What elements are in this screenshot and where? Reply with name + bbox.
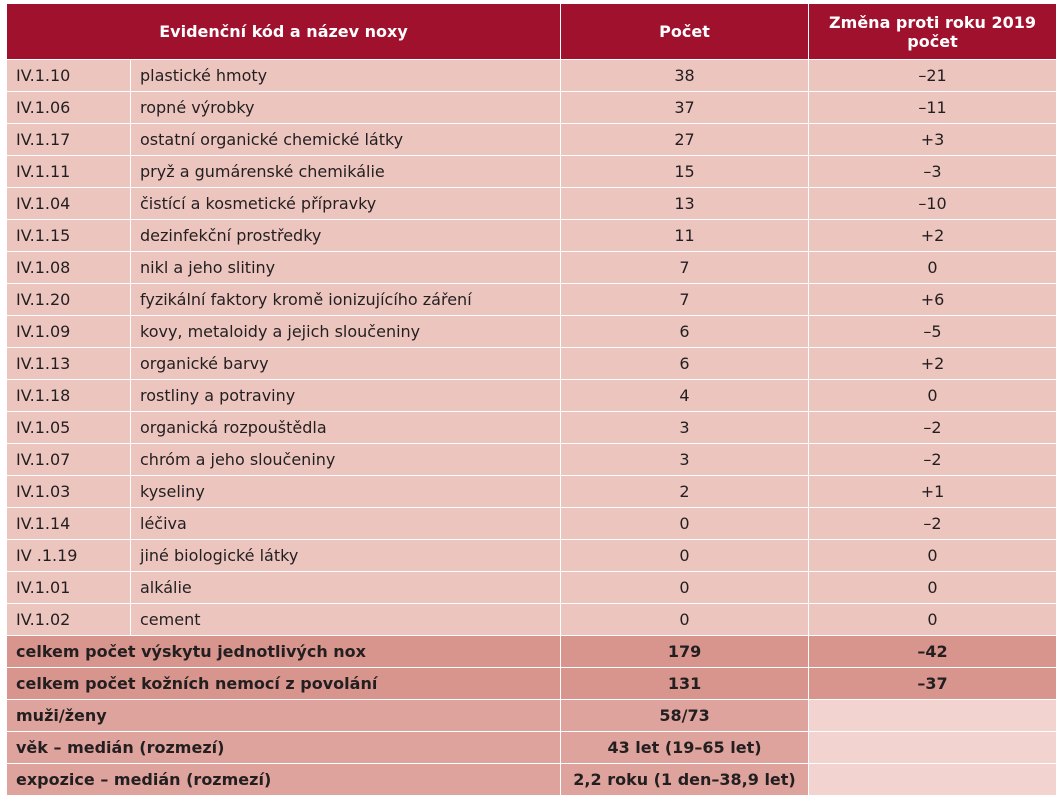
row-name: kyseliny [131,476,561,508]
row-count: 7 [561,284,809,316]
row-count: 13 [561,188,809,220]
row-code: IV .1.19 [7,540,131,572]
row-change: 0 [809,252,1057,284]
row-count: 6 [561,348,809,380]
row-code: IV.1.10 [7,60,131,92]
table-row [7,188,1057,220]
table-row [7,572,1057,604]
row-name: kovy, metaloidy a jejich sloučeniny [131,316,561,348]
total-count: 179 [561,636,809,668]
stat-row [7,764,1057,796]
table-row [7,284,1057,316]
row-code: IV.1.13 [7,348,131,380]
row-code: IV.1.11 [7,156,131,188]
total-count: 131 [561,668,809,700]
table-row [7,124,1057,156]
row-name: chróm a jeho sloučeniny [131,444,561,476]
total-change: –42 [809,636,1057,668]
row-change: 0 [809,380,1057,412]
header-code-name: Evidenční kód a název noxy [7,4,561,60]
row-name: pryž a gumárenské chemikálie [131,156,561,188]
row-change: –2 [809,412,1057,444]
row-change: –2 [809,508,1057,540]
stat-label: muži/ženy [7,700,561,732]
total-row [7,636,1057,668]
row-code: IV.1.07 [7,444,131,476]
row-name: čistící a kosmetické přípravky [131,188,561,220]
header-count: Počet [561,4,809,60]
row-change: –10 [809,188,1057,220]
row-change: 0 [809,604,1057,636]
row-count: 0 [561,540,809,572]
stat-empty-cell [809,700,1057,732]
table-row [7,316,1057,348]
row-name: fyzikální faktory kromě ionizujícího záření [131,284,561,316]
stat-row [7,732,1057,764]
table-row [7,156,1057,188]
row-count: 0 [561,604,809,636]
row-count: 27 [561,124,809,156]
row-name: plastické hmoty [131,60,561,92]
row-name: ropné výrobky [131,92,561,124]
row-code: IV.1.04 [7,188,131,220]
row-code: IV.1.01 [7,572,131,604]
header-change [809,4,1057,60]
row-change: +3 [809,124,1057,156]
table-row [7,92,1057,124]
row-name: organické barvy [131,348,561,380]
stat-label: věk – medián (rozmezí) [7,732,561,764]
table-row [7,540,1057,572]
row-count: 11 [561,220,809,252]
row-change: –2 [809,444,1057,476]
row-name: ostatní organické chemické látky [131,124,561,156]
row-name: jiné biologické látky [131,540,561,572]
row-change: –11 [809,92,1057,124]
table-row [7,220,1057,252]
row-change: +1 [809,476,1057,508]
row-code: IV.1.09 [7,316,131,348]
row-count: 37 [561,92,809,124]
table-row [7,444,1057,476]
table-header-row [7,4,1057,60]
row-count: 3 [561,412,809,444]
noxa-table [6,3,1057,796]
table-row [7,412,1057,444]
total-change: –37 [809,668,1057,700]
row-change: –5 [809,316,1057,348]
row-name: léčiva [131,508,561,540]
row-change: –21 [809,60,1057,92]
total-label: celkem počet výskytu jednotlivých nox [7,636,561,668]
table-row [7,348,1057,380]
table-row [7,380,1057,412]
row-name: alkálie [131,572,561,604]
row-code: IV.1.14 [7,508,131,540]
stat-empty-cell [809,732,1057,764]
table-row [7,60,1057,92]
row-name: organická rozpouštědla [131,412,561,444]
row-count: 3 [561,444,809,476]
stat-row [7,700,1057,732]
row-count: 7 [561,252,809,284]
stat-label: expozice – medián (rozmezí) [7,764,561,796]
header-change-line1: Změna proti roku 2019 [829,12,1036,32]
row-code: IV.1.15 [7,220,131,252]
row-count: 38 [561,60,809,92]
row-count: 0 [561,572,809,604]
table-row [7,508,1057,540]
stat-empty-cell [809,764,1057,796]
row-change: –3 [809,156,1057,188]
table-row [7,604,1057,636]
row-name: cement [131,604,561,636]
row-code: IV.1.08 [7,252,131,284]
table-row [7,252,1057,284]
row-change: 0 [809,540,1057,572]
row-change: +2 [809,348,1057,380]
row-change: +6 [809,284,1057,316]
stat-value: 58/73 [561,700,809,732]
row-change: +2 [809,220,1057,252]
row-count: 4 [561,380,809,412]
row-name: dezinfekční prostředky [131,220,561,252]
row-code: IV.1.03 [7,476,131,508]
row-code: IV.1.02 [7,604,131,636]
row-code: IV.1.20 [7,284,131,316]
stat-value: 43 let (19–65 let) [561,732,809,764]
row-code: IV.1.06 [7,92,131,124]
row-name: nikl a jeho slitiny [131,252,561,284]
total-row [7,668,1057,700]
header-change-line2: počet [907,31,958,51]
row-change: 0 [809,572,1057,604]
row-count: 0 [561,508,809,540]
row-count: 15 [561,156,809,188]
table-row [7,476,1057,508]
row-name: rostliny a potraviny [131,380,561,412]
row-code: IV.1.05 [7,412,131,444]
row-count: 6 [561,316,809,348]
row-count: 2 [561,476,809,508]
stat-value: 2,2 roku (1 den–38,9 let) [561,764,809,796]
row-code: IV.1.17 [7,124,131,156]
row-code: IV.1.18 [7,380,131,412]
total-label: celkem počet kožních nemocí z povolání [7,668,561,700]
